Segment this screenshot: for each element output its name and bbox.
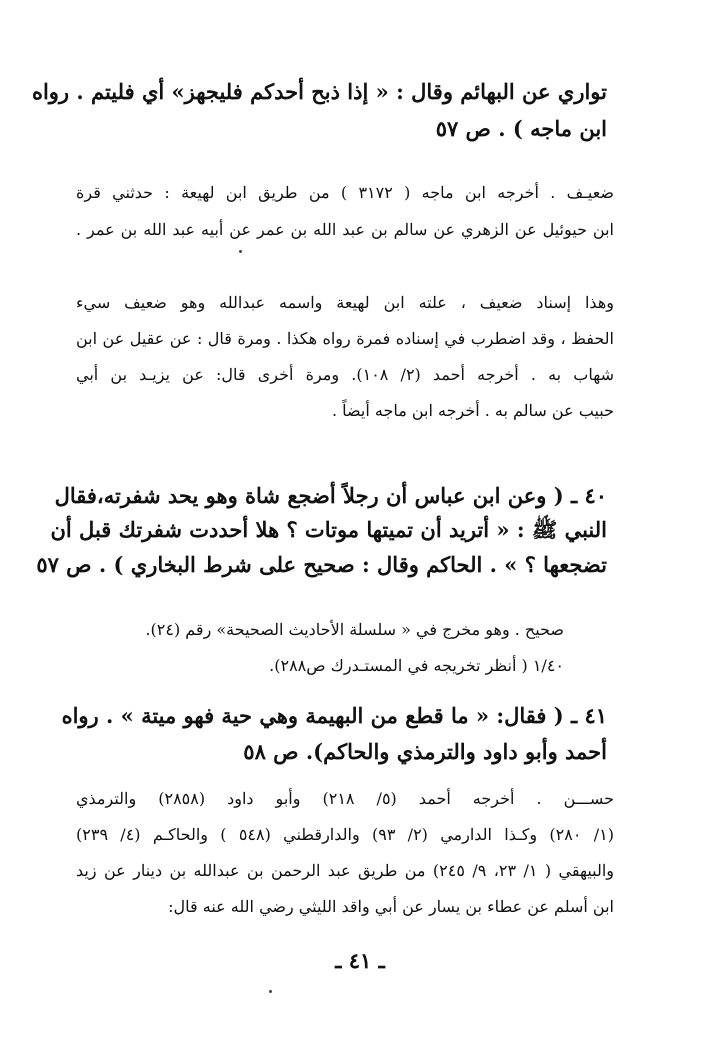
hadith-41-line-2: أحمد وأبو داود والترمذي والحاكم). ص ٥٨ <box>243 739 607 764</box>
note-39b-line-4: حبيب عن سالم به . أخرجه ابن ماجه أيضاً . <box>331 401 614 420</box>
note-41-line-2: (١/ ٢٨٠) وكـذا الدارمي (٢/ ٩٣) والدارقطني (٥٤٨ ) والحاكـم (٤/ ٢٣٩) <box>76 825 614 844</box>
hadith-39-line-1: تواري عن البهائم وقال : « إذا ذبح أحدكم فليجهز» أي فليتم . رواه <box>31 79 607 104</box>
print-speck <box>269 990 272 993</box>
note-40-line-2: ١/٤٠ ( أنظر تخريجه في المستـدرك ص٢٨٨). <box>269 656 564 675</box>
note-41-line-3: والبيهقي ( ١/ ٢٣، ٩/ ٢٤٥) من طريق عبد الرحمن بن عبدالله بن دينار عن زيد <box>76 861 615 880</box>
note-41-line-1: حســـن . أخرجه أحمد (٥/ ٢١٨) وأبو داود (٢٨٥٨) والترمذي <box>76 789 614 808</box>
hadith-40-line-2: النبي ﷺ : « أتريد أن تميتها موتات ؟ هلا أحددت شفرتك قبل أن <box>50 517 607 542</box>
note-39a-line-1: ضعيـف . أخرجه ابن ماجه ( ٣١٧٢ ) من طريق ابن لهيعة : حدثني قرة <box>76 183 614 202</box>
note-40-line-1: صحيح . وهو مخرج في « سلسلة الأحاديث الصحيحة» رقم (٢٤). <box>145 620 564 639</box>
note-41-line-4: ابن أسلم عن عطاء بن يسار عن أبي واقد الليثي رضي الله عنه قال: <box>168 897 614 916</box>
print-speck <box>239 250 242 253</box>
hadith-40-line-3: تضجعها ؟ » . الحاكم وقال : صحيح على شرط البخاري ) . ص ٥٧ <box>36 552 607 577</box>
hadith-41-line-1: ٤١ ـ ( فقال: « ما قطع من البهيمة وهي حية فهو ميتة » . رواه <box>61 703 607 728</box>
page-number: ـ ٤١ ـ <box>335 948 385 973</box>
note-39b-line-2: الحفظ ، وقد اضطرب في إسناده فمرة رواه هكذا . ومرة قال : عن عقيل عن ابن <box>76 329 614 348</box>
note-39b-line-3: شهاب به . أخرجه أحمد (٢/ ١٠٨). ومرة أخرى قال: عن يزيـد بن أبي <box>76 365 615 384</box>
hadith-39-line-2: ابن ماجه ) . ص ٥٧ <box>435 116 607 141</box>
note-39b-line-1: وهذا إسناد ضعيف ، علته ابن لهيعة واسمه عبدالله وهو ضعيف سيء <box>76 293 614 312</box>
hadith-40-line-1: ٤٠ ـ ( وعن ابن عباس أن رجلاً أضجع شاة وهو يحد شفرته،فقال <box>54 483 607 508</box>
note-39a-line-2: ابن حيوئيل عن الزهري عن سالم بن عبد الله بن عمر عن أبيه عبد الله بن عمر . <box>76 220 614 239</box>
